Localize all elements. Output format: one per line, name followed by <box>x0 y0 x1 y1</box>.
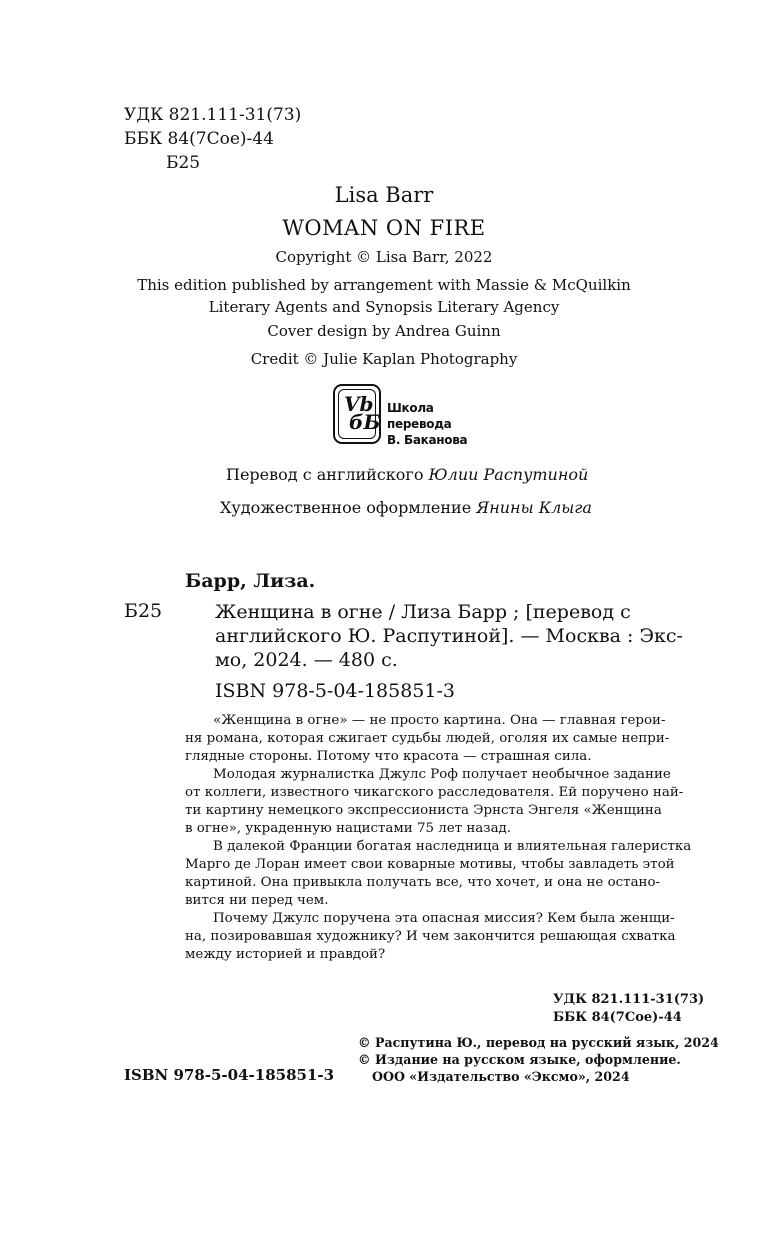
bib-description <box>215 600 685 672</box>
logo-glyph-top: Vb <box>344 392 374 416</box>
artist-line <box>220 498 592 517</box>
publisher-logo <box>333 384 483 448</box>
translator-line <box>226 465 588 484</box>
original-author: Lisa Barr <box>334 183 434 207</box>
original-copyright: Copyright © Lisa Barr, 2022 <box>275 248 493 266</box>
bib-code: Б25 <box>124 600 163 622</box>
bbk-code: ББК 84(7Сое)-44 <box>124 129 274 149</box>
annotation-line: ня романа, которая сжигает судьбы людей, оголяя их самые непри- <box>185 731 670 746</box>
footer-classification <box>553 991 704 1027</box>
annotation-line: в огне», украденную нацистами 75 лет назад. <box>185 821 512 836</box>
edition-notice <box>0 274 768 318</box>
logo-line-1: Школа перевода <box>387 401 452 431</box>
photo-credit: Credit © Julie Kaplan Photography <box>250 350 518 368</box>
annotation-line: Почему Джулс поручена эта опасная миссия? Кем была женщи- <box>213 911 675 926</box>
annotation-line: Марго де Лоран имеет свои коварные мотивы, чтобы завладеть этой <box>185 857 675 872</box>
translator-prefix: Перевод с английского <box>226 465 424 484</box>
artist-prefix: Художественное оформление <box>220 498 472 517</box>
udk-code: УДК 821.111-31(73) <box>124 105 302 125</box>
translator-name: Юлии Распутиной <box>428 465 589 484</box>
bib-line-3: мо, 2024. — 480 с. <box>215 649 398 671</box>
artist-name: Янины Клыга <box>476 498 592 517</box>
bib-author-heading: Барр, Лиза. <box>185 570 316 592</box>
footer-isbn: ISBN 978-5-04-185851-3 <box>124 1066 335 1084</box>
annotation-line: от коллеги, известного чикагского расследователя. Ей поручено най- <box>185 785 684 800</box>
copyright-notices <box>358 1034 719 1085</box>
cover-design-credit: Cover design by Andrea Guinn <box>267 322 501 340</box>
annotation-line: Молодая журналистка Джулс Роф получает необычное задание <box>213 767 671 782</box>
author-sign: Б25 <box>166 153 201 173</box>
annotation <box>185 712 692 964</box>
logo-emblem-icon <box>333 384 381 444</box>
logo-glyph-bottom: бБ <box>349 410 381 434</box>
logo-line-2: В. Баканова <box>387 433 468 447</box>
footer-bbk: ББК 84(7Сое)-44 <box>553 1010 682 1025</box>
copyright-publisher: ООО «Издательство «Эксмо», 2024 <box>372 1069 630 1084</box>
bib-line-2: английского Ю. Распутиной]. — Москва : Экс- <box>215 625 683 647</box>
annotation-line: ти картину немецкого экспрессиониста Эрнста Энгеля «Женщина <box>185 803 662 818</box>
annotation-line: между историей и правдой? <box>185 947 386 962</box>
annotation-line: В далекой Франции богатая наследница и влиятельная галеристка <box>213 839 692 854</box>
logo-text <box>387 400 483 448</box>
copyright-translation: © Распутина Ю., перевод на русский язык, 2024 <box>358 1035 719 1050</box>
annotation-line: вится ни перед чем. <box>185 893 329 908</box>
original-title: WOMAN ON FIRE <box>282 216 486 240</box>
edition-line-2: Literary Agents and Synopsis Literary Agency <box>208 298 560 316</box>
annotation-line: глядные стороны. Потому что красота — страшная сила. <box>185 749 592 764</box>
annotation-line: «Женщина в огне» — не просто картина. Она — главная герои- <box>213 713 666 728</box>
footer-udk: УДК 821.111-31(73) <box>553 992 705 1007</box>
annotation-line: картиной. Она привыкла получать все, что хочет, и она не остано- <box>185 875 661 890</box>
bib-line-1: Женщина в огне / Лиза Барр ; [перевод с <box>215 601 631 623</box>
edition-line-1: This edition published by arrangement with Massie & McQuilkin <box>137 276 631 294</box>
classification-block <box>124 103 301 175</box>
copyright-edition: © Издание на русском языке, оформление. <box>358 1052 681 1067</box>
annotation-line: на, позировавшая художнику? И чем закончится решающая схватка <box>185 929 676 944</box>
bib-isbn: ISBN 978-5-04-185851-3 <box>215 680 455 702</box>
